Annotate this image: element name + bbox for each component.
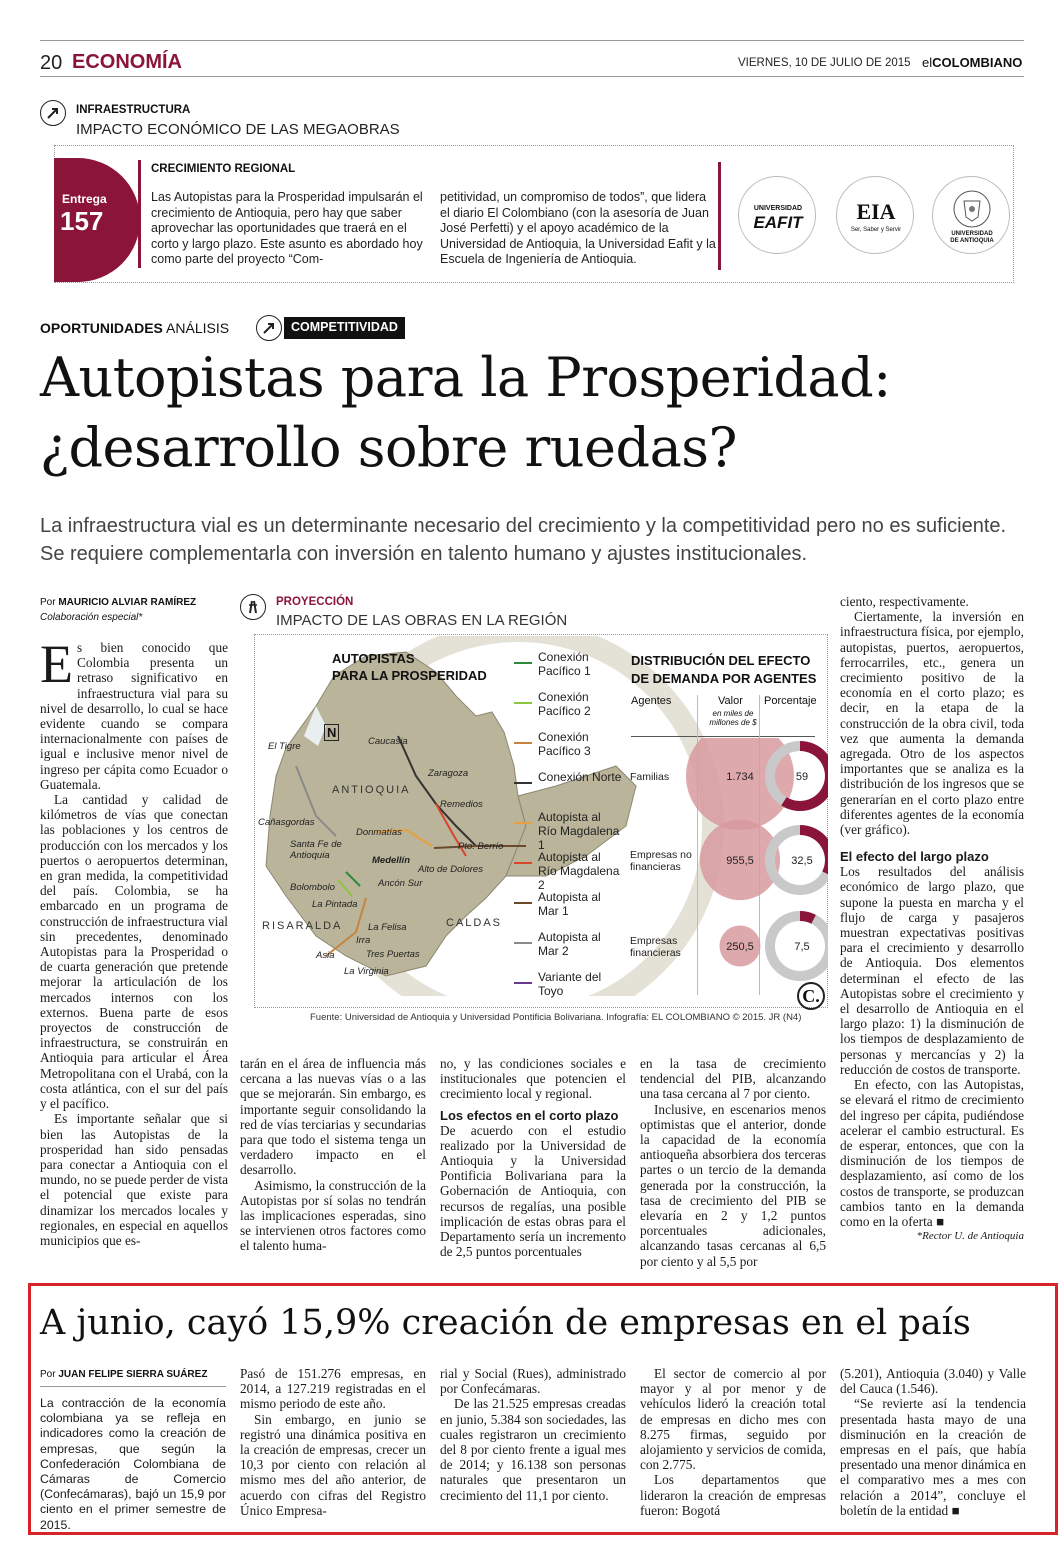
legend-label: Conexión Pacífico 1 [538,650,591,678]
road-icon [240,594,266,620]
town-label: El Tigre [268,741,301,752]
town-label: La Pintada [312,899,358,910]
page-number: 20 [40,52,63,74]
percent-label: 32,5 [791,855,813,867]
byline-role: Colaboración especial* [40,612,143,623]
article-byline [40,597,196,608]
town-label: Cañasgordas [258,817,315,828]
north-arrow-icon: N [324,724,339,741]
second-col3-paragraph-1: rial y Social (Rues), administrado por Confecámaras. [440,1366,626,1397]
distribution-chart [628,738,828,1008]
legend-label: Conexión Pacífico 2 [538,690,591,718]
col3-paragraph-1: no, y las condiciones sociales e institucionales que potencien el crecimiento local y regional. [440,1056,626,1102]
brand-prefix: el [922,55,933,70]
town-label: Alto de Dolores [418,864,483,875]
col5-paragraph-3: Los resultados del análisis económico de largo plazo, que supone la puesta en marcha y el flujo de carga y pasajeros muestran expectativas positivas para el crecimiento y desarrollo de Antioquia. Dos elementos determinan el efecto de las Autopistas sobre el crecimiento y el desarrollo de Antioquia en el largo plazo: 1) la disminución de los tiempos de desplazamiento de personas y mercancías y 2) la reducción de costos de transporte. [840,864,1024,1077]
chart-col-percent: Porcentaje [764,695,817,707]
legend-label: Conexión Pacífico 3 [538,730,591,758]
second-column-4 [640,1366,826,1518]
town-label: Ancón Sur [378,878,423,889]
eia-logo [836,176,914,254]
brand-name: COLOMBIANO [932,55,1023,70]
legend-label: Variante del Toyo [538,970,602,998]
second-column-1 [40,1396,226,1533]
town-label: Irra [356,935,371,946]
headline-line1: Autopistas para la Prosperidad: [40,346,891,409]
col5-subhead: El efecto del largo plazo [840,849,989,865]
arrow-up-right-icon [256,315,282,341]
article-column-3 [440,1056,626,1259]
section-title: ECONOMÍA [72,51,182,73]
arrow-icon [40,100,66,126]
second-byline-name: JUAN FELIPE SIERRA SUÁREZ [58,1369,208,1380]
legend-label: Autopista al Río Magdalena 1 [538,810,620,852]
col1-paragraph-1: s bien conocido que Colombia presenta un retraso significativo en infraestructura vial para su nivel de desarrollo, lo cual se hace evidente cuando se compara internacionalmente con países de igual e inclusive menor nivel de ingreso per cápita como Ecuador o Guatemala. [40,640,228,792]
col2-paragraph-2: Asimismo, la construcción de la Autopistas por sí solas no tendrán las implicaciones esperadas, sino se intervienen otros factores como el talento huma- [240,1177,426,1254]
col3-paragraph-2: De acuerdo con el estudio realizado por la Universidad de Antioquia y la Universidad Pontificia Bolivariana para la Gobernación de Antioquia, con recursos de regalías, una posible implicación de estas obras para el Departamento sería un incremento de 2,5 puntos porcentuales [440,1122,626,1260]
agent-label: Empresas financieras [630,935,681,959]
col4-paragraph-1: en la tasa de crecimiento tendencial del PIB, alcanzando una tasa cercana al 7 por ciento. [640,1056,826,1102]
town-label: Bolombolo [290,882,335,893]
chart-col-agents: Agentes [631,695,672,707]
series-divider [138,160,141,268]
kicker-badge: COMPETITIVIDAD [284,317,405,339]
col1-paragraph-2: La cantidad y calidad de kilómetros de vías que conectan las poblaciones y los centros de producción con los mercados y los puertos o aeropuertos determinan, en gran medida, la competitividad del país. Colombia, se ha embarcado en un programa de construcción de infraestructura vial sin precedentes, denominado Autopistas para la Prosperidad o de cuarta generación que pretende mejorar la articulación de los mercados internos con los externos. Buena parte de esos proyectos de construcción de infraestructura, se construirán en Antioquia para articular el Área Metropolitana con el Urabá, con la costa atlántica, con el sur del país y el pacífico. [40,792,228,1112]
region-caldas: CALDAS [446,917,503,929]
second-col1-paragraph: La contracción de la economía colombiana ya se refleja en indicadores como la creación de empresas, que según la Confederación Colombiana de Cámaras de Comercio (Confecámaras), bajó un 15,9 por ciento en el primer semestre de 2015. [40,1396,226,1532]
col5-paragraph-1: ciento, respectivamente. [840,594,969,609]
infographic-title: IMPACTO DE LAS OBRAS EN LA REGIÓN [276,612,568,629]
second-col5-paragraph-1: (5.201), Antioquia (3.040) y Valle del Cauca (1.546). [840,1366,1026,1397]
page-date: VIERNES, 10 DE JULIO DE 2015 [738,57,911,69]
dropcap: E [40,634,73,694]
value-label: 250,5 [726,941,754,953]
legend-label: Conexión Norte [538,770,622,784]
legend-swatch [514,982,532,984]
article-deck: La infraestructura vial es un determinante necesario del crecimiento y la competitividad pero no es suficiente. Se requiere complementarla con inversión en talento humano y ajustes institucionales. [40,515,1007,565]
second-col2-paragraph-1: Pasó de 151.276 empresas, en 2014, a 127.219 registradas en el mismo periodo de este año. [240,1366,426,1412]
udea-logo-line1: UNIVERSIDAD [951,231,993,237]
infographic-footer: Fuente: Universidad de Antioquia y Universidad Pontificia Bolivariana. Infografía: EL COLOMBIANO © 2015. JR (N4) [310,1012,802,1023]
legend-label: Autopista al Mar 2 [538,930,601,958]
percent-label: 7,5 [794,941,810,953]
col3-subhead: Los efectos en el corto plazo [440,1107,619,1123]
infographic-tag: PROYECCIÓN [276,596,354,608]
value-label: 955,5 [726,855,754,867]
legend-swatch [514,902,532,904]
legend-swatch [514,822,532,824]
eafit-logo-main: EAFIT [753,213,803,232]
legend-swatch [514,862,532,864]
agent-label: Familias [630,771,670,783]
col5-paragraph-4: En efecto, con las Autopistas, se elevará el ritmo de crecimiento del ingreso per cápita, pudiéndose acelerar el cambio estructural. Es de esperar, entonces, que con la disminución de los tiempos de desplazamiento, así como de los costos de transporte, se produzcan cambios tanto en la demanda como en la oferta ■ [840,1077,1024,1229]
town-label: Pto. Berrío [458,841,504,852]
eafit-logo-top: UNIVERSIDAD [753,205,803,212]
town-label: La Virginia [344,966,389,977]
header-rule [40,76,1024,77]
second-col2-paragraph-2: Sin embargo, en junio se registró una dinámica positiva en la creación de empresas, crecer un 10,3 por ciento con relación al mismo mes del año anterior, de acuerdo con cifras del Registro Único Empresa- [240,1411,426,1518]
legend-swatch [514,702,532,704]
colombiano-c-logo: C. [797,982,825,1010]
legend-label: Autopista al Río Magdalena 2 [538,850,620,892]
town-label: Zaragoza [428,768,469,779]
col1-paragraph-3: Es importante señalar que si bien las Autopistas de la prosperidad han sido pensadas para conectar a Antioquia con el mundo, no se puede perder de vista el potencial que existe para dinamizar los mercados locales y regionales, en especial en aquellos municipios que es- [40,1111,228,1248]
series-divider-2 [718,162,721,270]
byline-name: MAURICIO ALVIAR RAMÍREZ [58,597,197,608]
region-antioquia: ANTIOQUIA [332,784,411,796]
entrega-number: 157 [60,206,104,236]
eia-logo-tag: Ser, Saber y Servir [850,227,902,233]
article-column-2 [240,1056,426,1254]
chart-rule [631,736,815,737]
col2-paragraph-1: tarán en el área de influencia más cercana a las nuevas vías o a las que se mejorarán. Sin embargo, es importante seguir consolidando la red de vías terciarias y secundarias para que todo el sistema tenga un verdadero impacto en el desarrollo. [240,1056,426,1178]
chart-col-value: Valor [718,695,743,707]
legend-swatch [514,742,532,744]
value-label: 1.734 [726,771,754,783]
second-col5-paragraph-2: “Se revierte así la tendencia presentada hasta mayo de una disminución en la creación de empresas en el país, que había presentado una menor dinámica en el comparativo mes a mes con relación a 2014”, concluye el boletín de la entidad ■ [840,1396,1026,1518]
col5-paragraph-2: Ciertamente, la inversión en infraestructura física, por ejemplo, autopistas, puertos, aeropuertos, ferrocarriles, etc., genera un crecimiento positivo de la economía en el corto plazo; es decir, en la etapa de la construcción de la obra civil, toda vez que aumenta la demanda agregada. Otro de los aspectos importantes que se analiza es la distribución de los ingresos que se generarían en el corto plazo entre diferentes agentes de la economía (ver gráfico). [840,609,1024,838]
series-subhead: CRECIMIENTO REGIONAL [151,163,296,175]
article-kicker [40,320,229,336]
second-column-5 [840,1366,1026,1518]
kicker-light: ANÁLISIS [166,320,230,336]
town-label: Medellín [372,855,411,866]
udea-logo [932,176,1010,254]
article-column-4 [640,1056,826,1269]
legend-label: Autopista al Mar 1 [538,890,601,918]
chart-title: DISTRIBUCIÓN DEL EFECTO DE DEMANDA POR AGENTES [631,653,817,686]
town-label: Caucasia [368,736,408,747]
map-title-line2: PARA LA PROSPERIDAD [332,668,487,683]
entrega-label: Entrega [62,192,107,206]
headline-line2: ¿desarrollo sobre ruedas? [40,416,737,479]
town-label: Remedios [440,799,483,810]
second-column-3 [440,1366,626,1503]
col4-paragraph-2: Inclusive, en escenarios menos optimistas que el anterior, donde la capacidad de la economía antioqueña absorbiera dos terceras partes o un tercio de la demanda generada por la construcción, la tasa de crecimiento del PIB se elevaría en 2 y 1,2 puntos porcentuales adicionales, alcanzando tasas cercanas al 6,5 por ciento y al 5,5 por [640,1101,826,1269]
town-label: Santa Fe de Antioquia [290,839,342,861]
legend-swatch [514,942,532,944]
kicker-bold: OPORTUNIDADES [40,320,163,336]
top-rule [40,40,1024,41]
legend-swatch [514,662,532,664]
second-byline [40,1369,207,1380]
series-text-col2: petitividad, un compromiso de todos”, que lidera el diario El Colombiano (con la asesoría de Juan José Perfetti) y el apoyo académico de la Universidad de Antioquia, la Universidad Eafit y la Escuela de Ingeniería de Antioquia. [440,190,716,266]
second-headline: A junio, cayó 15,9% creación de empresas en el país [40,1303,971,1343]
series-tag: INFRAESTRUCTURA [76,104,191,116]
second-byline-rule [40,1386,226,1387]
map-title-line1: AUTOPISTAS [332,651,415,666]
chart-value-unit: en miles de millones de $ [709,709,757,727]
byline-prefix: Por [40,597,56,608]
town-label: Asia [316,950,335,961]
eafit-logo [738,176,816,254]
brand-logo [922,55,1022,70]
second-byline-prefix: Por [40,1369,56,1380]
second-col4-paragraph-2: Los departamentos que lideraron la creación de empresas fueron: Bogotá [640,1472,826,1518]
second-col3-paragraph-2: De las 21.525 empresas creadas en junio, 5.384 son sociedades, las cuales registraron un crecimiento del 8 por ciento frente a igual mes de 2014; y 16.138 son personas naturales que presentaron un crecimiento del 11,1 por ciento. [440,1396,626,1503]
town-label: La Felisa [368,922,407,933]
town-label: Tres Puertas [366,949,420,960]
second-col4-paragraph-1: El sector de comercio al por mayor y al por menor y de vehículos lideró la creación total de empresas en dicho mes con 8.275 firmas, seguido por alojamiento y servicios de comida, con 2.775. [640,1366,826,1473]
article-column-5 [840,594,1024,1244]
percent-arc [800,830,828,874]
town-label: Donmatías [356,827,402,838]
percent-arc [800,916,814,919]
article-footnote: *Rector U. de Antioquia [916,1230,1024,1243]
region-risaralda: RISARALDA [262,920,343,932]
second-column-2 [240,1366,426,1518]
udea-logo-line2: DE ANTIOQUIA [950,238,994,244]
agent-label: Empresas no financieras [630,849,692,873]
eia-logo-main: EIA [856,199,896,224]
percent-label: 59 [795,771,809,783]
legend-swatch [514,782,532,784]
series-text-col1: Las Autopistas para la Prosperidad impulsarán el crecimiento de Antioquia, pero hay que saber aprovechar las oportunidades que traerá en el corto y largo plazo. Este asunto es abordado hoy como parte del proyecto “Com- [151,190,423,266]
article-column-1 [40,634,228,1248]
series-title: IMPACTO ECONÓMICO DE LAS MEGAOBRAS [76,121,400,138]
